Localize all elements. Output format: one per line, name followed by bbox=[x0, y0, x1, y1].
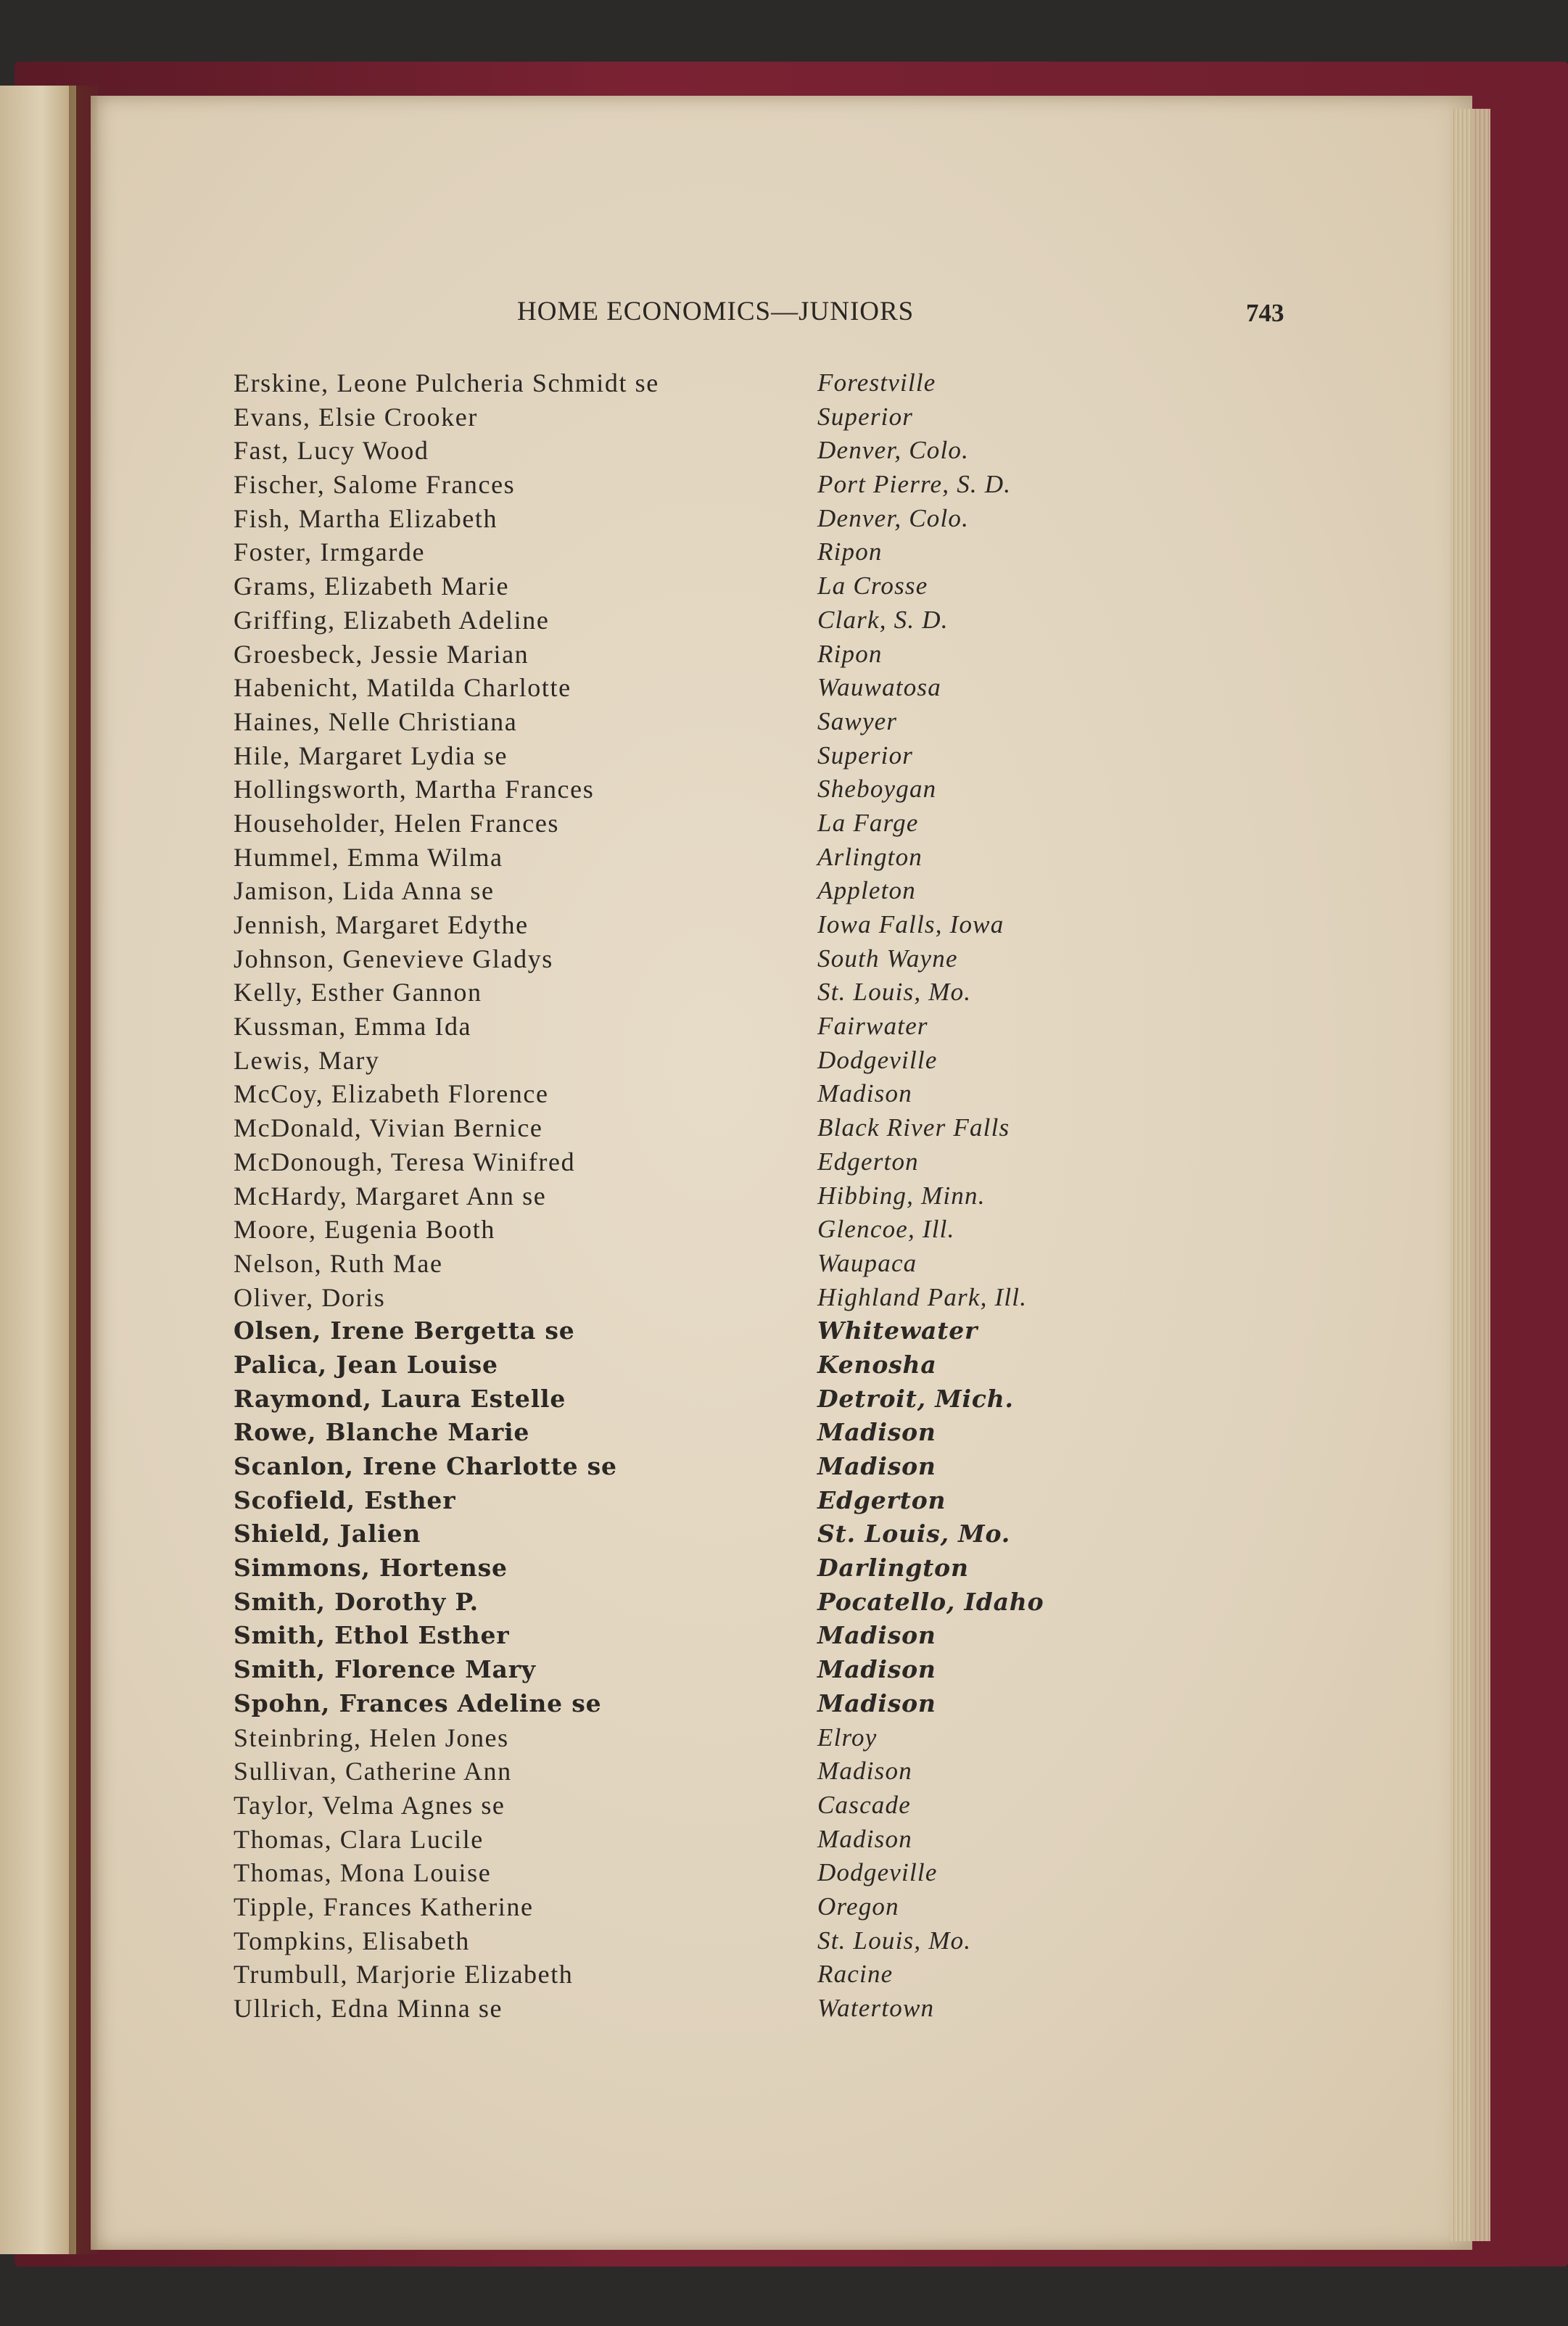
roster-entry bbox=[234, 1721, 1104, 1755]
running-header: HOME ECONOMICS—JUNIORS bbox=[517, 297, 915, 326]
student-roster bbox=[234, 366, 1104, 2026]
roster-entry bbox=[234, 1348, 1104, 1382]
page-number: 743 bbox=[1246, 299, 1284, 327]
hometown: Racine bbox=[817, 1960, 894, 1989]
student-name: Smith, Florence Mary bbox=[234, 1655, 536, 1684]
page-stack-edge bbox=[1451, 109, 1490, 2241]
hometown: Appleton bbox=[817, 876, 916, 905]
hometown: Hibbing, Minn. bbox=[817, 1181, 986, 1210]
student-name: Tipple, Frances Katherine bbox=[234, 1892, 534, 1921]
roster-entry bbox=[234, 1551, 1104, 1585]
student-name: Foster, Irmgarde bbox=[234, 537, 426, 567]
hometown: Madison bbox=[817, 1079, 912, 1108]
student-name: Rowe, Blanche Marie bbox=[234, 1418, 530, 1447]
roster-entry bbox=[234, 434, 1104, 468]
student-name: Kelly, Esther Gannon bbox=[234, 978, 482, 1007]
roster-entry bbox=[234, 1247, 1104, 1281]
student-name: Haines, Nelle Christiana bbox=[234, 706, 518, 736]
roster-entry bbox=[234, 705, 1104, 739]
roster-entry bbox=[234, 671, 1104, 705]
hometown: Superior bbox=[817, 741, 914, 770]
hometown: Ripon bbox=[817, 639, 883, 668]
roster-entry bbox=[234, 1517, 1104, 1551]
hometown: Madison bbox=[817, 1688, 936, 1717]
roster-entry bbox=[234, 366, 1104, 400]
hometown: Elroy bbox=[817, 1723, 878, 1752]
roster-entry bbox=[234, 1754, 1104, 1789]
roster-entry bbox=[234, 1992, 1104, 2026]
roster-entry bbox=[234, 569, 1104, 603]
student-name: Tompkins, Elisabeth bbox=[234, 1926, 470, 1955]
hometown: Clark, S. D. bbox=[817, 605, 949, 634]
student-name: Fish, Martha Elizabeth bbox=[234, 503, 498, 533]
roster-entry bbox=[234, 908, 1104, 942]
student-name: Kussman, Emma Ida bbox=[234, 1012, 472, 1042]
hometown: Fairwater bbox=[817, 1012, 928, 1041]
hometown: La Crosse bbox=[817, 572, 928, 601]
roster-entry bbox=[234, 942, 1104, 976]
roster-entry bbox=[234, 1585, 1104, 1620]
student-name: Lewis, Mary bbox=[234, 1045, 380, 1075]
hometown: Denver, Colo. bbox=[817, 503, 970, 532]
roster-entry bbox=[234, 1416, 1104, 1450]
hometown: Cascade bbox=[817, 1790, 911, 1819]
hometown: Madison bbox=[817, 1621, 936, 1650]
roster-entry bbox=[234, 841, 1104, 875]
roster-entry bbox=[234, 1382, 1104, 1416]
student-name: Raymond, Laura Estelle bbox=[234, 1384, 566, 1413]
student-name: Spohn, Frances Adeline se bbox=[234, 1688, 602, 1717]
student-name: Scanlon, Irene Charlotte se bbox=[234, 1452, 617, 1480]
student-name: Erskine, Leone Pulcheria Schmidt se bbox=[234, 368, 659, 397]
previous-page-edge bbox=[0, 86, 76, 2254]
hometown: Watertown bbox=[817, 1994, 935, 2022]
roster-entry bbox=[234, 1111, 1104, 1145]
roster-entry bbox=[234, 1890, 1104, 1924]
student-name: McHardy, Margaret Ann se bbox=[234, 1181, 547, 1211]
roster-entry bbox=[234, 976, 1104, 1010]
hometown: St. Louis, Mo. bbox=[817, 1926, 972, 1955]
roster-entry bbox=[234, 468, 1104, 502]
student-name: McCoy, Elizabeth Florence bbox=[234, 1079, 549, 1109]
student-name: Palica, Jean Louise bbox=[234, 1350, 498, 1379]
roster-entry bbox=[234, 1450, 1104, 1484]
student-name: Hollingsworth, Martha Frances bbox=[234, 775, 595, 804]
student-name: Scofield, Esther bbox=[234, 1485, 456, 1514]
hometown: Black River Falls bbox=[817, 1113, 1010, 1142]
student-name: Grams, Elizabeth Marie bbox=[234, 572, 510, 601]
roster-entry bbox=[234, 874, 1104, 908]
hometown: Madison bbox=[817, 1824, 912, 1853]
roster-entry bbox=[234, 1484, 1104, 1518]
roster-entry bbox=[234, 1924, 1104, 1958]
roster-entry bbox=[234, 1856, 1104, 1890]
roster-entry bbox=[234, 1619, 1104, 1653]
hometown: Dodgeville bbox=[817, 1045, 938, 1074]
hometown: South Wayne bbox=[817, 944, 958, 973]
roster-entry bbox=[234, 1077, 1104, 1111]
roster-entry bbox=[234, 1281, 1104, 1315]
roster-entry bbox=[234, 772, 1104, 807]
hometown: St. Louis, Mo. bbox=[817, 1519, 1010, 1548]
student-name: Fischer, Salome Frances bbox=[234, 470, 516, 500]
student-name: Smith, Ethol Esther bbox=[234, 1621, 510, 1650]
roster-entry bbox=[234, 1314, 1104, 1348]
student-name: Thomas, Clara Lucile bbox=[234, 1824, 484, 1854]
hometown: Darlington bbox=[817, 1554, 969, 1583]
student-name: Griffing, Elizabeth Adeline bbox=[234, 605, 550, 635]
hometown: Arlington bbox=[817, 842, 923, 871]
student-name: Olsen, Irene Bergetta se bbox=[234, 1316, 575, 1345]
hometown: Waupaca bbox=[817, 1248, 917, 1277]
hometown: Wauwatosa bbox=[817, 673, 941, 702]
student-name: Oliver, Doris bbox=[234, 1282, 386, 1312]
hometown: Sawyer bbox=[817, 706, 898, 735]
student-name: Hile, Margaret Lydia se bbox=[234, 741, 508, 770]
hometown: Sheboygan bbox=[817, 775, 937, 804]
roster-entry bbox=[234, 1010, 1104, 1044]
hometown: Whitewater bbox=[817, 1316, 978, 1345]
roster-entry bbox=[234, 535, 1104, 569]
roster-entry bbox=[234, 1179, 1104, 1213]
student-name: Taylor, Velma Agnes se bbox=[234, 1790, 506, 1820]
student-name: McDonough, Teresa Winifred bbox=[234, 1147, 576, 1176]
hometown: Madison bbox=[817, 1757, 912, 1786]
hometown: Dodgeville bbox=[817, 1858, 938, 1887]
hometown: Glencoe, Ill. bbox=[817, 1215, 955, 1244]
hometown: Forestville bbox=[817, 368, 936, 397]
hometown: Oregon bbox=[817, 1892, 899, 1921]
student-name: Ullrich, Edna Minna se bbox=[234, 1994, 503, 2023]
hometown: Iowa Falls, Iowa bbox=[817, 910, 1004, 939]
student-name: Evans, Elsie Crooker bbox=[234, 402, 478, 432]
student-name: Sullivan, Catherine Ann bbox=[234, 1757, 512, 1786]
student-name: Groesbeck, Jessie Marian bbox=[234, 639, 529, 669]
student-name: Habenicht, Matilda Charlotte bbox=[234, 673, 572, 703]
roster-entry bbox=[234, 1789, 1104, 1823]
student-name: Johnson, Genevieve Gladys bbox=[234, 944, 553, 973]
page-gutter bbox=[69, 86, 98, 2254]
roster-entry bbox=[234, 400, 1104, 434]
student-name: Thomas, Mona Louise bbox=[234, 1858, 492, 1888]
student-name: Householder, Helen Frances bbox=[234, 808, 560, 838]
student-name: Smith, Dorothy P. bbox=[234, 1587, 479, 1616]
roster-entry bbox=[234, 502, 1104, 536]
hometown: Denver, Colo. bbox=[817, 436, 970, 465]
hometown: Ripon bbox=[817, 537, 883, 566]
hometown: La Farge bbox=[817, 808, 919, 837]
roster-entry bbox=[234, 807, 1104, 841]
hometown: Superior bbox=[817, 402, 914, 431]
student-name: McDonald, Vivian Bernice bbox=[234, 1113, 543, 1143]
hometown: Madison bbox=[817, 1452, 936, 1480]
roster-entry bbox=[234, 739, 1104, 773]
student-name: Fast, Lucy Wood bbox=[234, 436, 429, 466]
student-name: Steinbring, Helen Jones bbox=[234, 1723, 509, 1752]
student-name: Jamison, Lida Anna se bbox=[234, 876, 495, 906]
roster-entry bbox=[234, 1653, 1104, 1687]
hometown: Port Pierre, S. D. bbox=[817, 470, 1012, 499]
student-name: Trumbull, Marjorie Elizabeth bbox=[234, 1960, 574, 1989]
roster-entry bbox=[234, 1213, 1104, 1247]
roster-entry bbox=[234, 1687, 1104, 1721]
student-name: Jennish, Margaret Edythe bbox=[234, 910, 529, 939]
hometown: Edgerton bbox=[817, 1485, 946, 1514]
hometown: Madison bbox=[817, 1655, 936, 1684]
roster-entry bbox=[234, 1823, 1104, 1857]
student-name: Simmons, Hortense bbox=[234, 1554, 508, 1583]
roster-entry bbox=[234, 638, 1104, 672]
hometown: St. Louis, Mo. bbox=[817, 978, 972, 1007]
hometown: Highland Park, Ill. bbox=[817, 1282, 1028, 1311]
student-name: Moore, Eugenia Booth bbox=[234, 1215, 495, 1245]
hometown: Detroit, Mich. bbox=[817, 1384, 1014, 1413]
roster-entry bbox=[234, 1044, 1104, 1078]
hometown: Madison bbox=[817, 1418, 936, 1447]
student-name: Shield, Jalien bbox=[234, 1519, 421, 1548]
hometown: Kenosha bbox=[817, 1350, 937, 1379]
hometown: Edgerton bbox=[817, 1147, 919, 1176]
student-name: Hummel, Emma Wilma bbox=[234, 842, 503, 872]
student-name: Nelson, Ruth Mae bbox=[234, 1248, 443, 1278]
roster-entry bbox=[234, 603, 1104, 638]
roster-entry bbox=[234, 1145, 1104, 1179]
hometown: Pocatello, Idaho bbox=[817, 1587, 1044, 1616]
roster-entry bbox=[234, 1958, 1104, 1992]
